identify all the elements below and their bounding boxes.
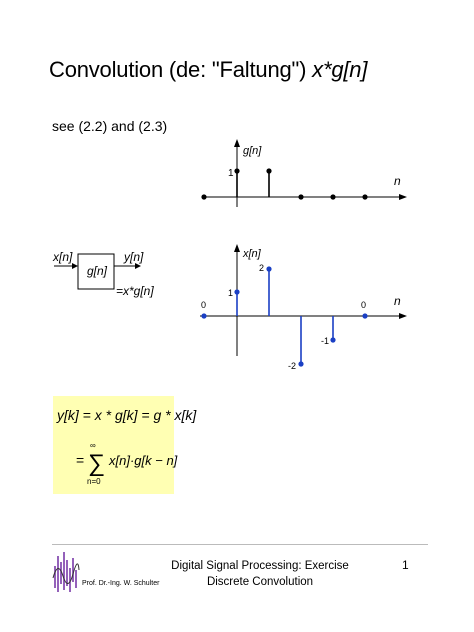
sum-lower-limit: n=0 [87,477,101,486]
input-label: x[n] [53,250,73,264]
plot-x-label-1: 2 [259,263,265,273]
output-expression: =x*g[n] [116,284,154,298]
plot-x-point-4 [362,313,367,318]
plot-x-label-4: 0 [361,300,367,310]
plot-x-label-neg1: 0 [201,300,207,310]
plot-g [195,135,415,210]
plot-x-y-arrow [234,244,240,252]
plot-g-point-0 [234,168,239,173]
reference-text: see (2.2) and (2.3) [52,118,168,134]
plot-g-x-arrow [399,194,407,200]
plot-x-label-0: 1 [228,288,234,298]
block-diagram [50,244,160,306]
plot-x-label-2: -2 [288,361,297,371]
plot-x-x-arrow [399,313,407,319]
footer-divider [52,544,428,545]
plot-x-point-2 [298,361,303,366]
plot-g-point-2 [298,194,303,199]
title-text: Convolution (de: "Faltung") [49,57,313,82]
slide-title [49,57,367,83]
author-name: Prof. Dr.-Ing. W. Schulter [82,580,160,587]
plot-x [195,238,415,376]
formula-line-2: x[n]·g[k − n] [109,453,178,468]
formula-content [53,396,197,494]
output-label: y[n] [124,250,144,264]
plot-x-xlabel: n [394,294,401,308]
plot-g-point-3 [330,194,335,199]
plot-x-ylabel: x[n] [243,248,261,260]
course-name: Digital Signal Processing: Exercise [171,560,349,572]
sum-symbol: ∑ [88,450,106,477]
plot-g-point-neg1 [201,194,206,199]
formula-line-1: y[k] = x * g[k] = g * x[k] [57,407,197,423]
plot-g-xlabel: n [394,174,401,188]
formula-equals: = [76,452,85,468]
title-math: x*g[n] [312,57,368,82]
input-arrow-head [72,263,78,269]
plot-x-label-3: -1 [321,336,330,346]
plot-x-point-0 [234,289,239,294]
plot-x-point-3 [330,337,335,342]
convolution-formula [53,396,197,494]
plot-g-point-1 [266,168,271,173]
plot-x-point-1 [266,266,271,271]
university-logo [52,548,80,594]
footer-title [170,558,350,590]
sum-upper-limit: ∞ [90,441,96,450]
plot-g-tick-1: 1 [228,168,234,179]
page-number: 1 [402,558,409,572]
system-label: g[n] [87,264,108,278]
plot-g-y-arrow [234,139,240,147]
plot-g-ylabel: g[n] [243,145,262,157]
topic-name: Discrete Convolution [206,576,314,588]
plot-g-point-4 [362,194,367,199]
plot-x-point-neg1 [201,313,206,318]
